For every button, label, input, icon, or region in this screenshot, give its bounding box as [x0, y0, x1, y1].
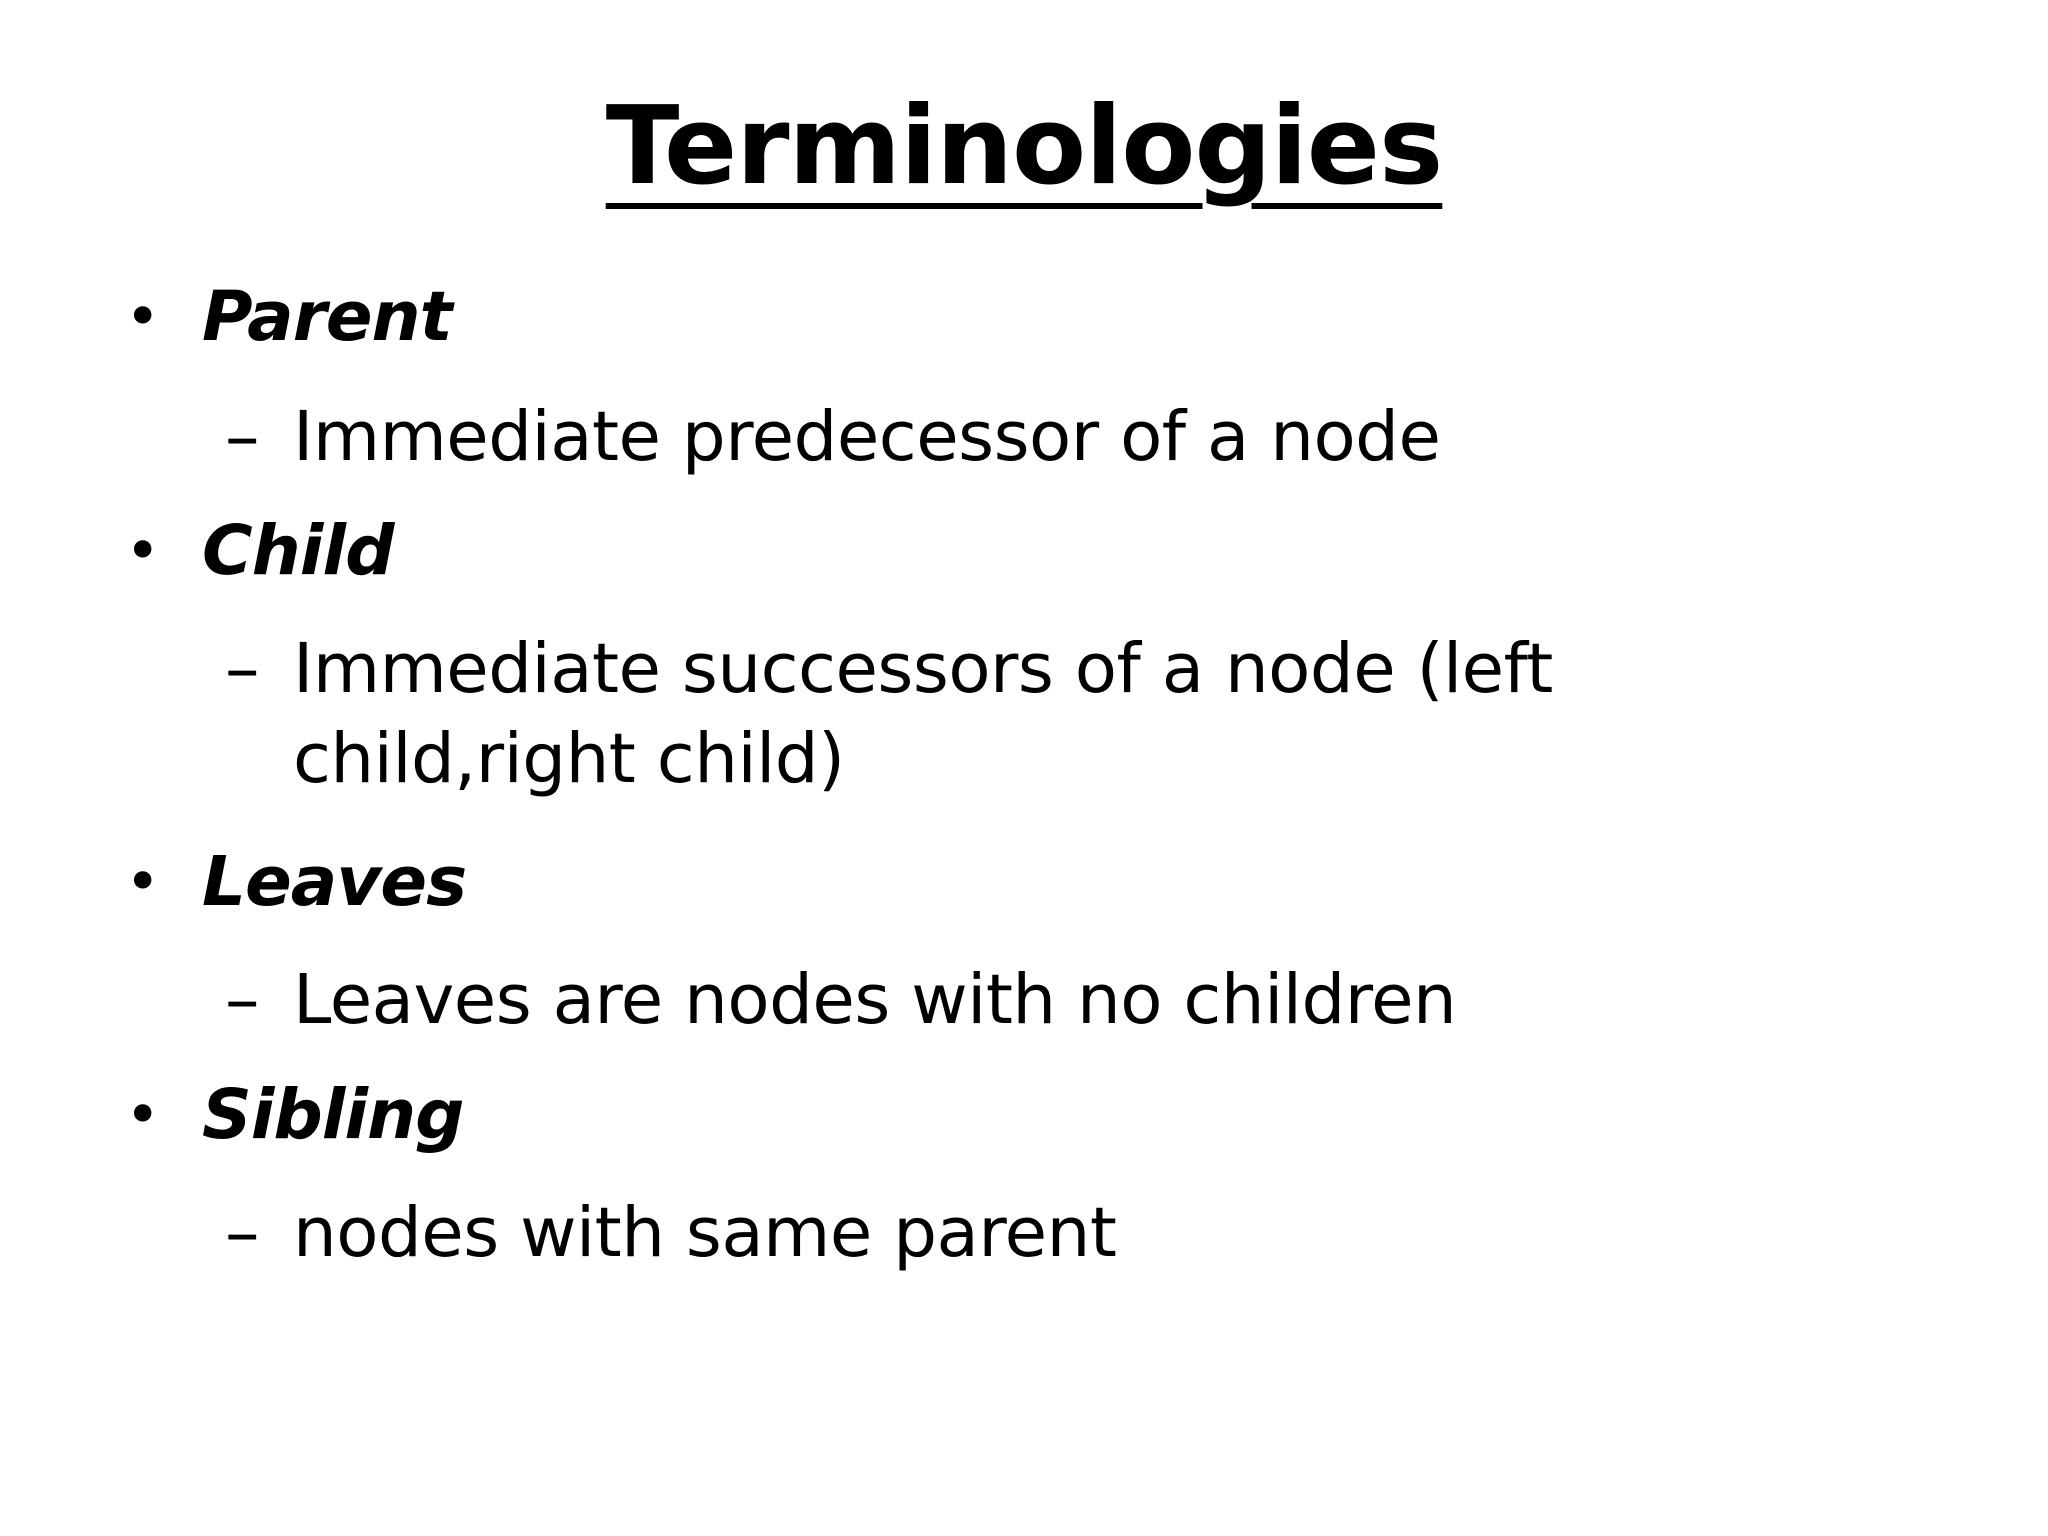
bullet-icon: • — [125, 282, 161, 352]
bullet-icon: • — [125, 516, 161, 586]
term-description: Immediate successors of a node (left child,right child) — [293, 629, 1553, 799]
term-description: nodes with same parent — [293, 1193, 1117, 1273]
bullet-icon: • — [125, 847, 161, 917]
term-label: Sibling — [202, 1075, 464, 1155]
term-description: Immediate predecessor of a node — [293, 397, 1441, 477]
slide-title-text: Terminologies — [605, 84, 1443, 209]
dash-icon: – — [225, 960, 260, 1040]
bullet-icon: • — [125, 1080, 161, 1150]
dash-icon: – — [225, 1193, 260, 1273]
term-description: Leaves are nodes with no children — [293, 960, 1457, 1040]
dash-icon: – — [225, 397, 260, 477]
term-label: Leaves — [202, 842, 467, 922]
term-label: Child — [202, 511, 394, 591]
term-label: Parent — [202, 277, 452, 357]
dash-icon: – — [225, 629, 260, 709]
